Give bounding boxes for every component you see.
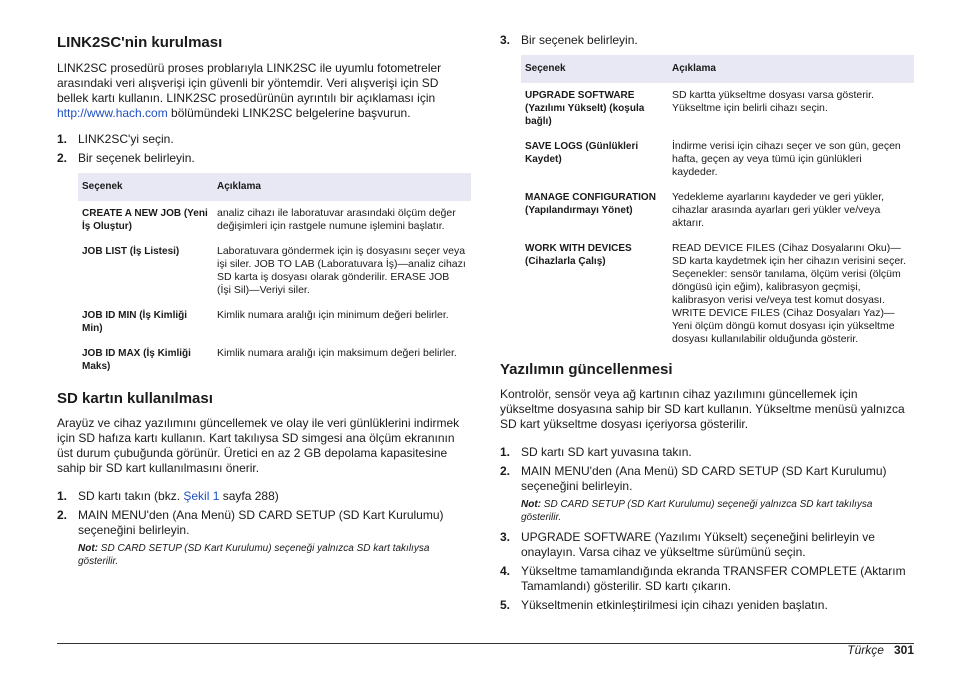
page-number: 301 [893,643,914,657]
table-header-row [78,173,471,201]
section-title-sdcard: SD kartın kullanılması [57,390,213,407]
note: Not: SD CARD SETUP (SD Kart Kurulumu) seçeneği yalnızca SD kart takılıysa gösterilir. [521,499,873,523]
list-item: 2. MAIN MENU'den (Ana Menü) SD CARD SETUP (SD Kart Kurulumu) seçeneğini belirleyin. Not: SD CARD SETUP (SD Kart Kurulumu) seçeneği yalnızca SD kart takılıysa gösterilir. [500,464,914,524]
note: Not: SD CARD SETUP (SD Kart Kurulumu) seçeneği yalnızca SD kart takılıysa gösterilir. [78,543,430,567]
list-item: 1. LINK2SC'yi seçin. [57,132,174,146]
figure-link[interactable]: Şekil 1 [183,489,220,503]
header-option: Seçenek [78,173,213,201]
header-option: Seçenek [521,55,668,83]
description-cell: İndirme verisi için cihazı seçer ve son gün, geçen hafta, geçen ay veya tümü için günlükleri kaydeder. [672,140,901,178]
list-item: 1. SD kartı SD kart yuvasına takın. [500,445,692,459]
page-footer [847,643,914,657]
upgrade-intro: Kontrolör, sensör veya ağ kartının cihaz yazılımını güncellemek için yükseltme dosyasına sahip bir SD kart kullanın. Yükseltme menüsü yalnızca SD kart yükseltme dosyası içeriyorsa gösterilir. [500,387,905,431]
hach-link[interactable]: http://www.hach.com [57,106,168,120]
table-row [78,239,471,303]
table-row [78,201,471,239]
option-cell: SAVE LOGS (Günlükleri Kaydet) [525,141,639,165]
description-cell: Laboratuvara göndermek için iş dosyasını seçer veya işi siler. JOB TO LAB (Laboratuvara İş)—analiz cihazı SD karta iş dosyası olarak gönderilir. ERASE JOB (İşi Sil)—Veriyi siler. [217,245,466,296]
list-item: 1. SD kartı takın (bkz. Şekil 1 sayfa 288) [57,489,279,503]
option-cell: WORK WITH DEVICES (Cihazlarla Çalış) [525,243,632,267]
list-item: 5. Yükseltmenin etkinleştirilmesi için cihazı yeniden başlatın. [500,598,828,612]
description-cell: analiz cihazı ile laboratuvar arasındaki ölçüm değer değişimleri için rastgele numune işlemini başlatır. [217,207,456,232]
option-cell: MANAGE CONFIGURATION (Yapılandırmayı Yönet) [525,192,656,216]
header-description: Açıklama [668,55,914,83]
table-row [521,134,914,185]
link2sc-steps [57,132,471,166]
header-description: Açıklama [213,173,471,201]
option-cell: CREATE A NEW JOB (Yeni İş Oluştur) [82,208,208,232]
option-cell: JOB ID MAX (İş Kimliği Maks) [82,348,191,372]
link2sc-options-table [78,173,471,379]
description-cell: Kimlik numara aralığı için minimum değeri belirler. [217,309,449,321]
option-cell: JOB ID MIN (İş Kimliği Min) [82,310,188,334]
description-cell: Kimlik numara aralığı için maksimum değeri belirler. [217,347,457,359]
list-item: 2. MAIN MENU'den (Ana Menü) SD CARD SETUP (SD Kart Kurulumu) seçeneğini belirleyin. Not: SD CARD SETUP (SD Kart Kurulumu) seçeneği yalnızca SD kart takılıysa gösterilir. [57,508,471,568]
sd-option-step [500,33,914,48]
list-item: 3. UPGRADE SOFTWARE (Yazılımı Yükselt) seçeneğini belirleyin ve onaylayın. Varsa cihaz ve yükseltme sürümünü seçin. [500,530,875,559]
option-cell: UPGRADE SOFTWARE (Yazılımı Yükselt) (koşula bağlı) [525,90,645,127]
section-title-link2sc: LINK2SC'nin kurulması [57,34,223,51]
upgrade-steps [500,445,914,613]
list-item: 3. Bir seçenek belirleyin. [500,33,638,47]
sdcard-intro: Arayüz ve cihaz yazılımını güncellemek ve olay ile veri günlüklerini indirmek için SD hafıza kartı kullanın. Kart takılıysa SD simgesi ana ölçüm ekranının üst durum çubuğunda görünür. Üretici en az 2 GB depolama kapasitesine sahip bir SD kart kullanılmasını önerir. [57,416,460,475]
link2sc-intro: LINK2SC prosedürü proses problarıyla LINK2SC ile uyumlu fotometreler arasındaki veri alışverişi için güvenli bir yöntemdir. Veri alışverişi için SD bellek kartı kullanın. LINK2SC prosedürünün ayrıntılı bir açıklaması için http://www.hach.com bölümündeki LINK2SC belgelerine başvurun. [57,61,442,120]
option-cell: JOB LIST (İş Listesi) [82,246,180,257]
footer-divider [57,643,914,644]
description-cell: SD kartta yükseltme dosyası varsa gösterir. Yükseltme için belirli cihazı seçin. [672,89,874,114]
footer-language: Türkçe [847,643,884,657]
list-item: 2. Bir seçenek belirleyin. [57,151,195,165]
description-cell: READ DEVICE FILES (Cihaz Dosyalarını Oku)—SD karta kaydetmek için her cihazın verisini seçer. Seçenekler: sensör tanılama, ölçüm verisi (ölçüm döngüsü için eğim), kalibrasyon geçmişi, kalibrasyon verisi ve/veya test komut dosyası. WRITE DEVICE FILES (Cihaz Dosyaları Yaz)—Yeni ölçüm döngü komut dosyası için yükseltme dosyası kullanılabilir olduğunda gösterir. [672,242,907,345]
table-row [521,236,914,352]
section-title-upgrade: Yazılımın güncellenmesi [500,361,673,378]
sdcard-options-table [521,55,914,352]
table-row [521,83,914,134]
table-row [78,303,471,341]
table-row [78,341,471,379]
list-item: 4. Yükseltme tamamlandığında ekranda TRANSFER COMPLETE (Aktarım Tamamlandı) gösterilir. SD kartı çıkarın. [500,564,906,593]
table-row [521,185,914,236]
sdcard-steps [57,489,471,568]
description-cell: Yedekleme ayarlarını kaydeder ve geri yükler, cihazlar arasında ayarları geri yükler ve/veya aktarır. [672,191,885,229]
table-header-row [521,55,914,83]
